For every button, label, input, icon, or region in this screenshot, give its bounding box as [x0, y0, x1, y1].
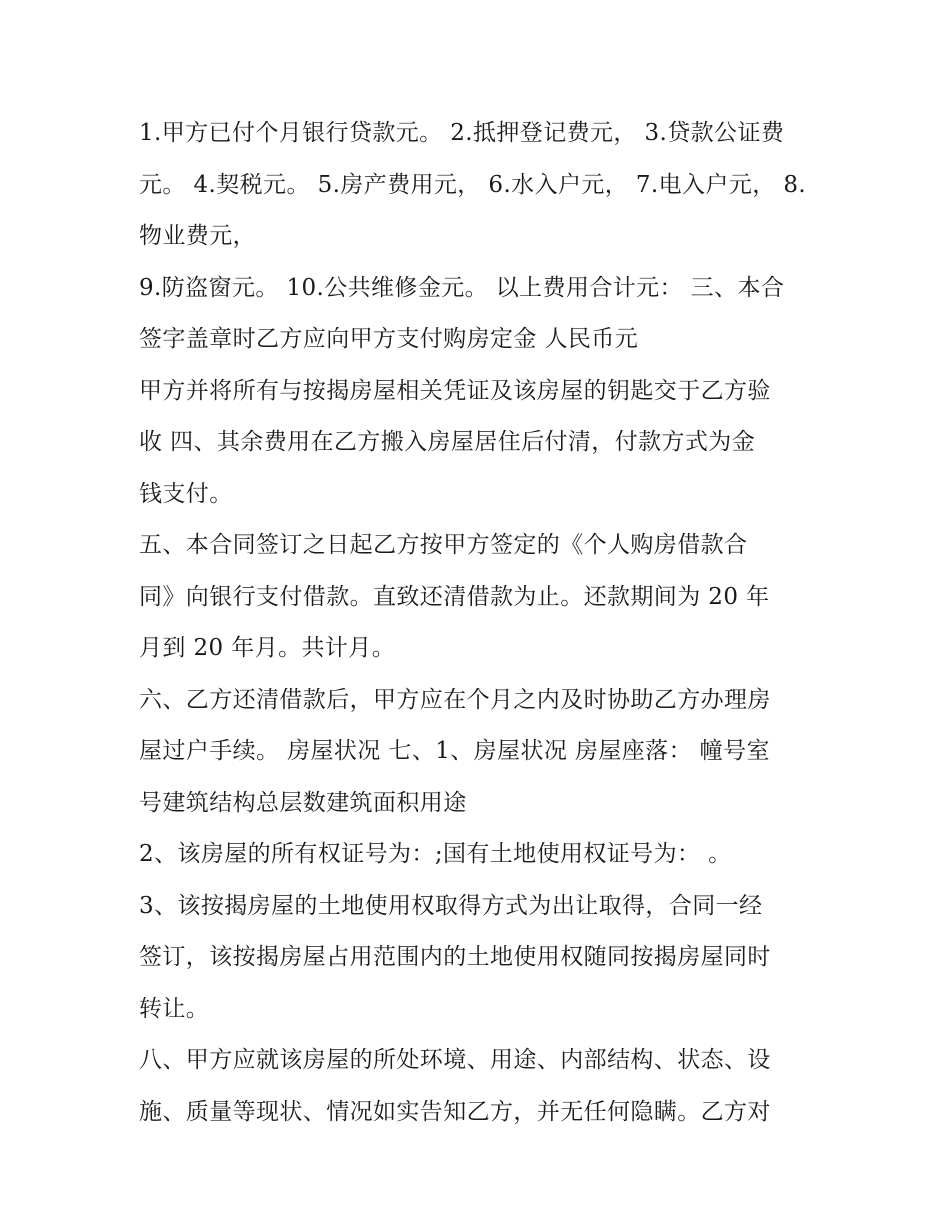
text-line: 钱支付。 [139, 480, 233, 507]
text-line: 甲方并将所有与按揭房屋相关凭证及该房屋的钥匙交于乙方验 [139, 377, 771, 404]
text-line: 月到 20 年月。共计月。 [139, 635, 396, 661]
text-line: 转让。 [139, 995, 210, 1022]
document-body [139, 108, 819, 1138]
text-line: 号建筑结构总层数建筑面积用途 [139, 789, 467, 816]
text-line: 五、本合同签订之日起乙方按甲方签定的《个人购房借款合 [139, 532, 748, 558]
text-line: 签字盖章时乙方应向甲方支付购房定金 人民币元 [139, 326, 639, 352]
text-line: 9.防盗窗元。 10.公共维修金元。 以上费用合计元： 三、本合 [139, 274, 785, 301]
text-line: 八、甲方应就该房屋的所处环境、用途、内部结构、状态、设 [139, 1047, 771, 1073]
text-line: 物业费元， [139, 223, 256, 249]
text-line: 2、该房屋的所有权证号为：;国有土地使用权证号为： 。 [139, 841, 732, 867]
text-line: 屋过户手续。 房屋状况 七、1、房屋状况 房屋座落： 幢号室 [139, 738, 770, 764]
text-line: 1.甲方已付个月银行贷款元。 2.抵押登记费元， 3.贷款公证费 [139, 120, 785, 146]
text-line: 3、该按揭房屋的土地使用权取得方式为出让取得，合同一经 [139, 892, 763, 919]
text-line: 元。 4.契税元。 5.房产费用元， 6.水入户元， 7.电入户元， 8. [139, 171, 807, 198]
text-line: 施、质量等现状、情况如实告知乙方，并无任何隐瞒。乙方对 [139, 1098, 771, 1125]
text-line: 六、乙方还清借款后，甲方应在个月之内及时协助乙方办理房 [139, 686, 771, 713]
text-line: 签订，该按揭房屋占用范围内的土地使用权随同按揭房屋同时 [139, 944, 771, 970]
text-line: 同》向银行支付借款。直致还清借款为止。还款期间为 20 年 [139, 583, 770, 610]
text-line: 收 四、其余费用在乙方搬入房屋居住后付清，付款方式为金 [139, 429, 756, 455]
